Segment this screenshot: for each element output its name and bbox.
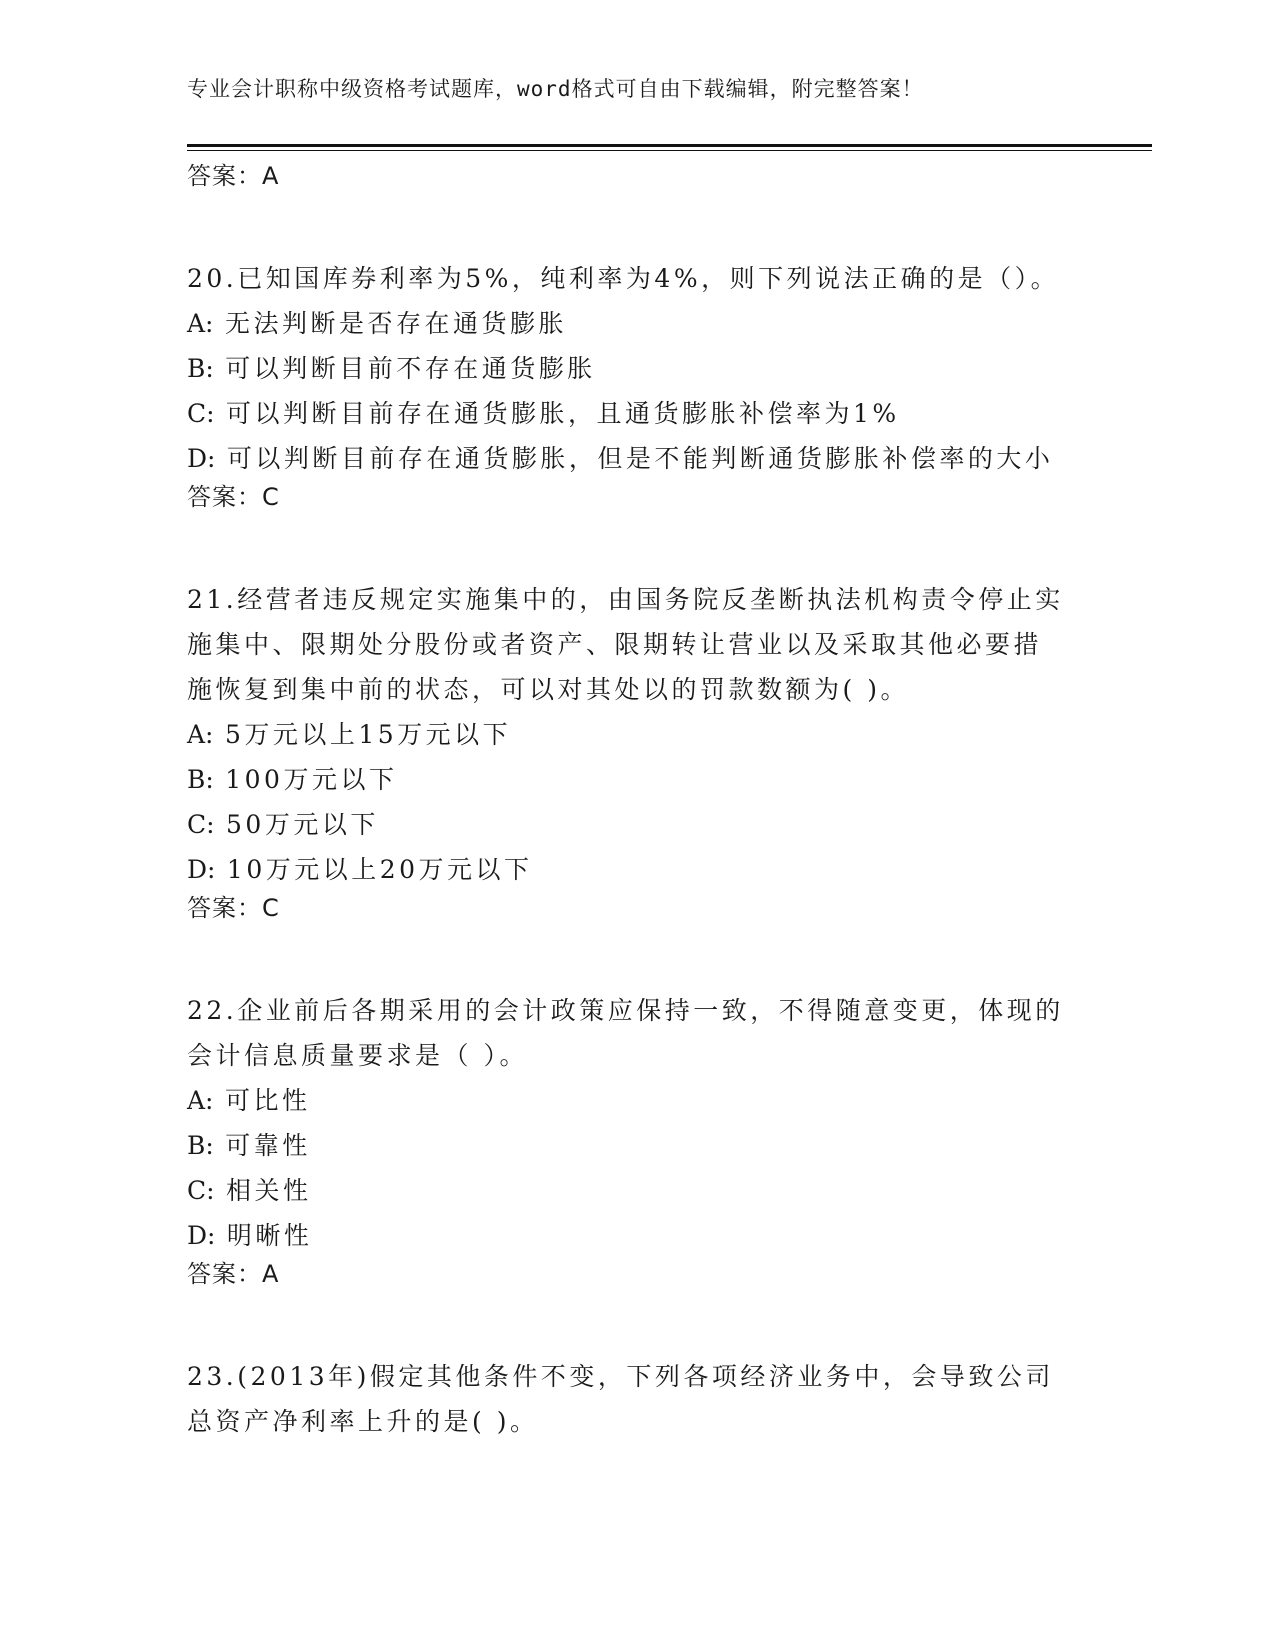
option-d: D: 可以判断目前存在通货膨胀，但是不能判断通货膨胀补偿率的大小: [187, 444, 1054, 473]
option-d: D: 明晰性: [187, 1221, 313, 1250]
question-block: [187, 988, 1087, 1298]
question-stem: 20.已知国库券利率为5%，纯利率为4%，则下列说法正确的是（）。: [187, 264, 1060, 293]
question-block: [187, 1354, 1087, 1444]
page-header: 专业会计职称中级资格考试题库，word格式可自由下载编辑，附完整答案！: [187, 77, 924, 101]
header-rule-thick: [187, 144, 1152, 147]
question-content: [187, 160, 1087, 1444]
answer-line: 答案：A: [187, 1260, 280, 1288]
question-stem: 21.经营者违反规定实施集中的，由国务院反垄断执法机构责令停止实施集中、限期处分股份或者资产、限期转让营业以及采取其他必要措施恢复到集中前的状态，可以对其处以的罚款数额为( )。: [187, 585, 1064, 704]
option-c: C: 相关性: [187, 1176, 312, 1205]
option-d: D: 10万元以上20万元以下: [187, 855, 533, 884]
option-a: A: 可比性: [187, 1086, 311, 1115]
question-stem: 22.企业前后各期采用的会计政策应保持一致，不得随意变更，体现的会计信息质量要求是（ ）。: [187, 996, 1064, 1070]
answer-line: 答案：A: [187, 162, 280, 190]
option-b: B: 可靠性: [187, 1131, 311, 1160]
question-block: [187, 256, 1087, 521]
header-rule-thin: [187, 150, 1152, 151]
option-c: C: 50万元以下: [187, 810, 379, 839]
answer-line: 答案：C: [187, 483, 280, 511]
option-a: A: 5万元以上15万元以下: [187, 720, 512, 749]
question-stem: 23.(2013年)假定其他条件不变，下列各项经济业务中，会导致公司总资产净利率上升的是( )。: [187, 1362, 1054, 1436]
option-b: B: 可以判断目前不存在通货膨胀: [187, 354, 596, 383]
option-c: C: 可以判断目前存在通货膨胀，且通货膨胀补偿率为1%: [187, 399, 900, 428]
question-block: [187, 577, 1087, 932]
option-a: A: 无法判断是否存在通货膨胀: [187, 309, 567, 338]
answer-line: 答案：C: [187, 894, 280, 922]
option-b: B: 100万元以下: [187, 765, 398, 794]
